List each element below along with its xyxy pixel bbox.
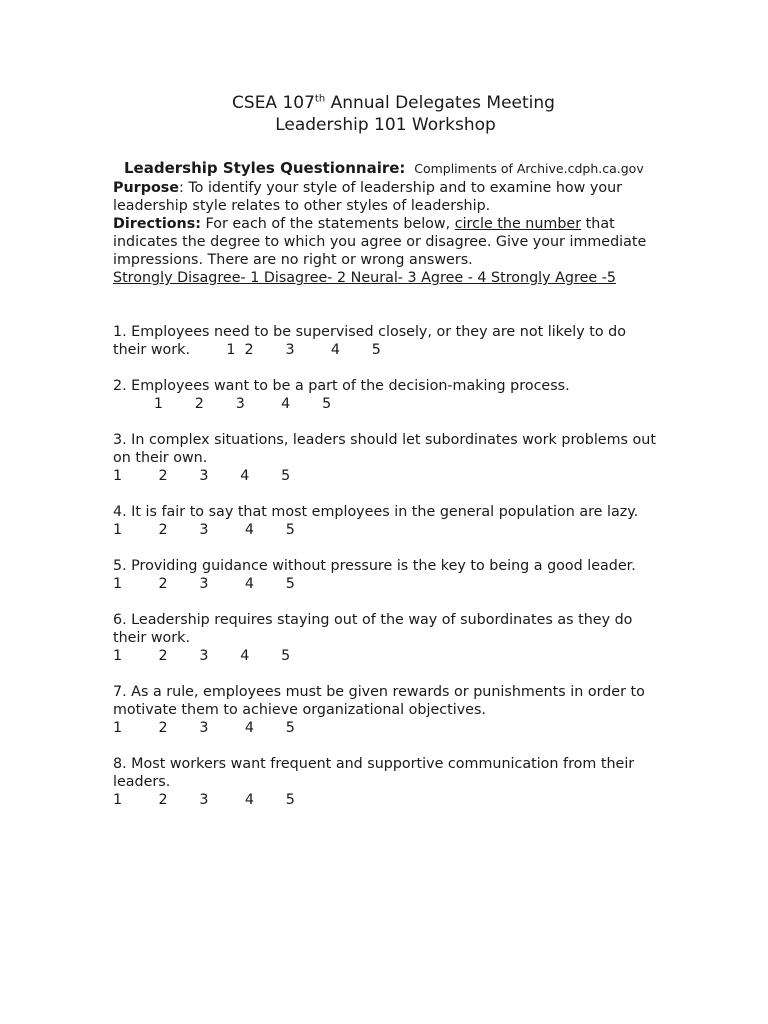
question-text: 3. In complex situations, leaders should let subordinates work problems out on their own.: [113, 432, 656, 466]
question-text: 6. Leadership requires staying out of the way of subordinates as they do their work.: [113, 612, 633, 646]
question-item: [113, 503, 658, 539]
rating-scale[interactable]: 1 2 3 4 5: [113, 720, 295, 736]
questionnaire-label: Leadership Styles Questionnaire:: [124, 159, 406, 177]
purpose-label: Purpose: [113, 180, 179, 196]
question-item: [113, 377, 658, 413]
rating-scale[interactable]: 1 2 3 4 5: [113, 468, 291, 484]
rating-scale[interactable]: 1 2 3 4 5: [113, 792, 295, 808]
title-superscript: th: [314, 93, 326, 105]
directions-label: Directions:: [113, 216, 201, 232]
purpose-paragraph: [113, 179, 658, 215]
question-item: [113, 323, 658, 359]
title-line-2: Leadership 101 Workshop: [275, 115, 496, 135]
rating-scale-legend: Strongly Disagree- 1 Disagree- 2 Neural- 3 Agree - 4 Strongly Agree -5: [113, 270, 616, 286]
question-text: 1. Employees need to be supervised closely, or they are not likely to do their work.: [113, 324, 626, 358]
question-item: [113, 431, 658, 485]
rating-scale[interactable]: 1 2 3 4 5: [190, 342, 381, 358]
rating-scale[interactable]: 1 2 3 4 5: [113, 522, 295, 538]
purpose-text: : To identify your style of leadership and to examine how your leadership style relates to other styles of leadership.: [113, 180, 623, 214]
question-text: 4. It is fair to say that most employees in the general population are lazy.: [113, 504, 639, 520]
title-line-1: CSEA 107th Annual Delegates Meeting: [232, 93, 555, 113]
question-text: 8. Most workers want frequent and supportive communication from their leaders.: [113, 756, 635, 790]
question-item: [113, 557, 658, 593]
rating-scale[interactable]: 1 2 3 4 5: [113, 396, 332, 412]
document-title: [113, 92, 658, 136]
question-text: 5. Providing guidance without pressure is the key to being a good leader.: [113, 558, 636, 574]
question-item: [113, 683, 658, 737]
question-text: 2. Employees want to be a part of the decision-making process.: [113, 378, 570, 394]
source-credit: Compliments of Archive.cdph.ca.gov: [414, 161, 644, 176]
rating-scale[interactable]: 1 2 3 4 5: [113, 648, 291, 664]
rating-scale[interactable]: 1 2 3 4 5: [113, 576, 295, 592]
question-text: 7. As a rule, employees must be given rewards or punishments in order to motivate them to achieve organizational objectives.: [113, 684, 645, 718]
question-item: [113, 755, 658, 809]
directions-paragraph: Directions: For each of the statements below, circle the number that indicates the degree to which you agree or disagree. Give your immediate impressions. There are no right or wrong answers.: [113, 216, 647, 268]
directions-emphasis: circle the number: [454, 216, 582, 232]
questionnaire-heading: [113, 158, 658, 179]
question-item: [113, 611, 658, 665]
document-page: [113, 92, 658, 809]
